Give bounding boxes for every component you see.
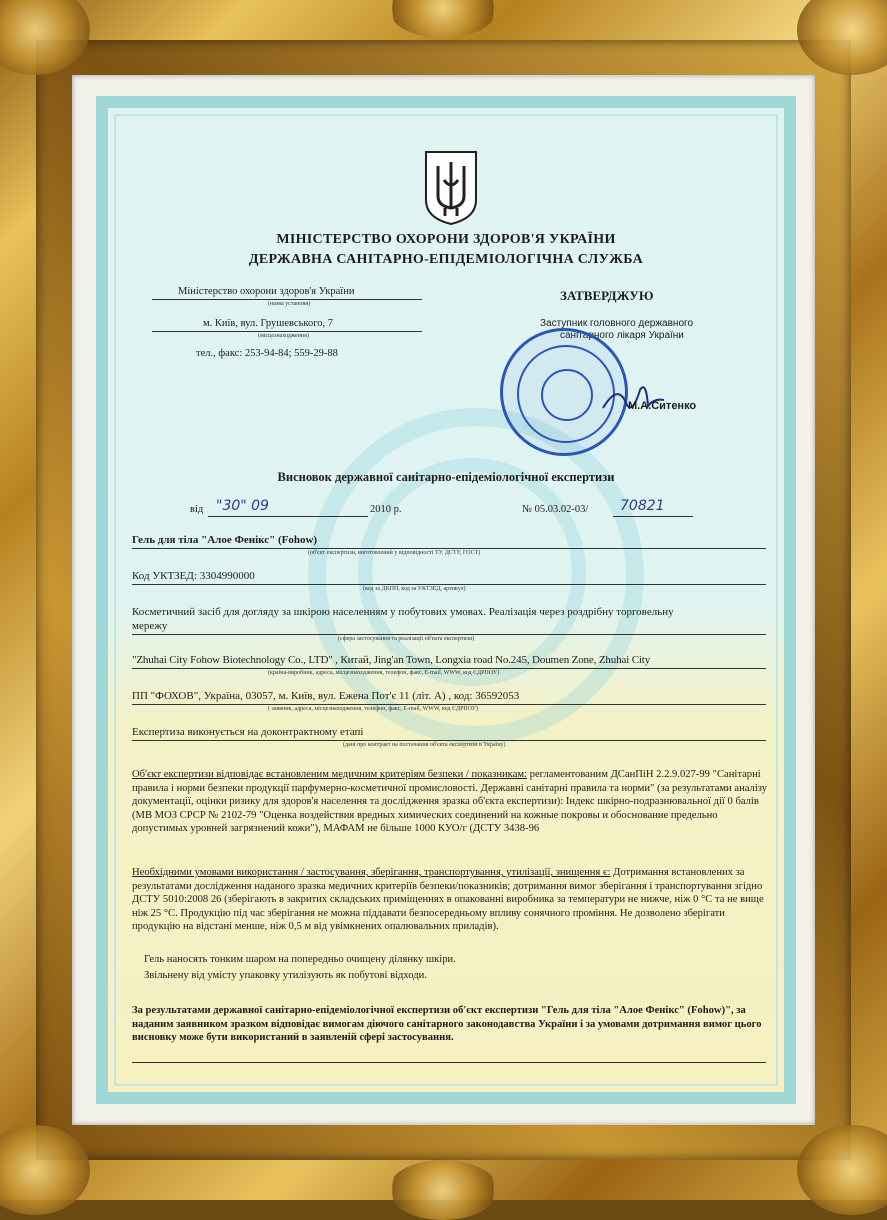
underline	[208, 516, 368, 517]
date-prefix: від	[190, 504, 204, 515]
underline	[132, 704, 766, 705]
field-caption: (дані про контракт на постачання об'єкта експертизи в Україну)	[343, 742, 506, 748]
underline	[132, 1062, 766, 1063]
conditions-disposal: Звільнену від умісту упаковку утилізують як побутові відходи.	[144, 970, 427, 981]
contract-info: Експертиза виконується на доконтрактному етапі	[132, 726, 364, 738]
field-caption: (сфера застосування та реалізації об'єкта експертизи)	[338, 636, 475, 642]
certificate	[96, 96, 796, 1104]
field-caption: (код за ДКПП, код за УКТЗЕД, артикул)	[363, 586, 466, 592]
field-caption: (об'єкт експертизи, виготовлений у відповідності ТУ, ДСТУ, ГОСТ)	[308, 550, 481, 556]
conditions-paragraph	[132, 866, 768, 934]
conditions-text: Дотримання встановлених за результатами дослідження наданого зразка медичних критеріїв безпеки/показників; дотримання вимог зберігання і транспортування згідно ДСТУ 5010:2008 26 (зберігають в закритих складських приміщеннях в опакованні виробника за температури не нижче, ніж 0 °С та не вище ніж 25 °С. Продукцію під час зберігання не можна піддавати безпосередньому впливу сонячного проміння. Не дозволено зберігати продукцію на відстані менше, ніж 0,5 м від увімкнених опалювальних приладів).	[132, 867, 764, 933]
criteria-text: регламентованим ДСанПіН 2.2.9.027-99 "Санітарні правила і норми безпеки продукції парфумерно-косметичної промисловості. Державні санітарні правила та норми" (за результатами аналізу документації, оцінки ризику для здоров'я населення та дослідження зразка об'єкта експертизи): Індекс шкірно-подразнювальної дії 0 балів (МВ МОЗ СРСР № 2102-79 "Оценка воздействия вредных химических соединений на кожные покровы и обоснование предельно допустимых уровней загрязнений кожи"), МАФАМ не більше 1000 КУО/г (ДСТУ 3438-96	[132, 769, 768, 835]
trident-coat-of-arms-icon	[424, 150, 478, 226]
institution-address: м. Київ, вул. Грушевського, 7	[203, 318, 333, 329]
underline	[132, 740, 766, 741]
field-caption: (місцезнаходження)	[258, 333, 309, 339]
criteria-lead: Об'єкт експертизи відповідає встановленим медичним критеріям безпеки / показникам:	[132, 769, 528, 780]
frame-bottom-ornament	[388, 1160, 498, 1220]
underline	[152, 331, 422, 332]
handwritten-date: "30" 09	[216, 498, 269, 514]
conditions-application: Гель наносять тонким шаром на попередньо очищену ділянку шкіри.	[144, 954, 456, 965]
application-scope: Косметичний засіб для догляду за шкірою населенням у побутових умовах. Реалізація через роздрібну торговельну	[132, 606, 674, 618]
conditions-lead: Необхідними умовами використання / застосування, зберігання, транспортування, утилізації, знищення є:	[132, 867, 611, 878]
service-heading: ДЕРЖАВНА САНІТАРНО-ЕПІДЕМІОЛОГІЧНА СЛУЖБА	[248, 252, 644, 267]
field-caption: ( заявник, адреса, місцезнаходження, телефон, факс, E-mail, WWW, код ЄДРПОУ)	[268, 706, 478, 712]
product-code: Код УКТЗЕД: 3304990000	[132, 570, 255, 582]
underline	[132, 668, 766, 669]
number-prefix: № 05.03.02-03/	[522, 504, 589, 515]
ministry-heading: МІНІСТЕРСТВО ОХОРОНИ ЗДОРОВ'Я УКРАЇНИ	[276, 232, 616, 247]
applicant: ПП "ФОХОВ", Україна, 03057, м. Київ, вул. Ежена Пот'є 11 (літ. А) , код: 36592053	[132, 690, 520, 702]
field-caption: (назва установи)	[268, 301, 311, 307]
approval-title: ЗАТВЕРДЖУЮ	[560, 288, 654, 303]
underline	[132, 548, 766, 549]
application-scope-cont: мережу	[132, 620, 168, 632]
approval-signatory: М.А.Ситенко	[628, 400, 697, 412]
underline	[132, 584, 766, 585]
approval-position-line2: санітарного лікаря України	[560, 330, 684, 341]
conclusion-title: Висновок державної санітарно-епідеміологічної експертизи	[277, 470, 615, 484]
criteria-paragraph	[132, 768, 768, 836]
handwritten-number: 70821	[620, 498, 665, 514]
watermark-ring	[358, 458, 589, 686]
final-conclusion: За результатами державної санітарно-епідеміологічної експертизи об'єкт експертизи "Гель для тіла "Алое Фенікс" (Fohow)", за наданим заявником зразком відповідає вимогам діючого санітарного законодавства України і за умовами дотримання вимог цього висновку може бути використаний в заявленій сфері застосування.	[132, 1005, 762, 1044]
field-caption: (країна-виробник, адреса, місцезнаходження, телефон, факс, E-mail, WWW, код ЄДРПОУ)	[268, 670, 500, 676]
handwritten-signature	[598, 378, 668, 418]
institution-name: Міністерство охорони здоров'я України	[178, 286, 355, 297]
underline	[132, 634, 766, 635]
underline	[152, 299, 422, 300]
frame-top-ornament	[388, 0, 498, 38]
underline	[613, 516, 693, 517]
approval-position-line1: Заступник головного державного	[540, 318, 694, 329]
institution-phone: тел., факс: 253-94-84; 559-29-88	[196, 348, 338, 359]
expertise-object: Гель для тіла "Алое Фенікс" (Fohow)	[132, 534, 318, 546]
date-year: 2010 р.	[370, 504, 402, 515]
manufacturer: "Zhuhai City Fohow Biotechnology Co., LTD" , Китай, Jing'an Town, Longxia road No.245, Doumen Zone, Zhuhai City	[132, 654, 651, 666]
